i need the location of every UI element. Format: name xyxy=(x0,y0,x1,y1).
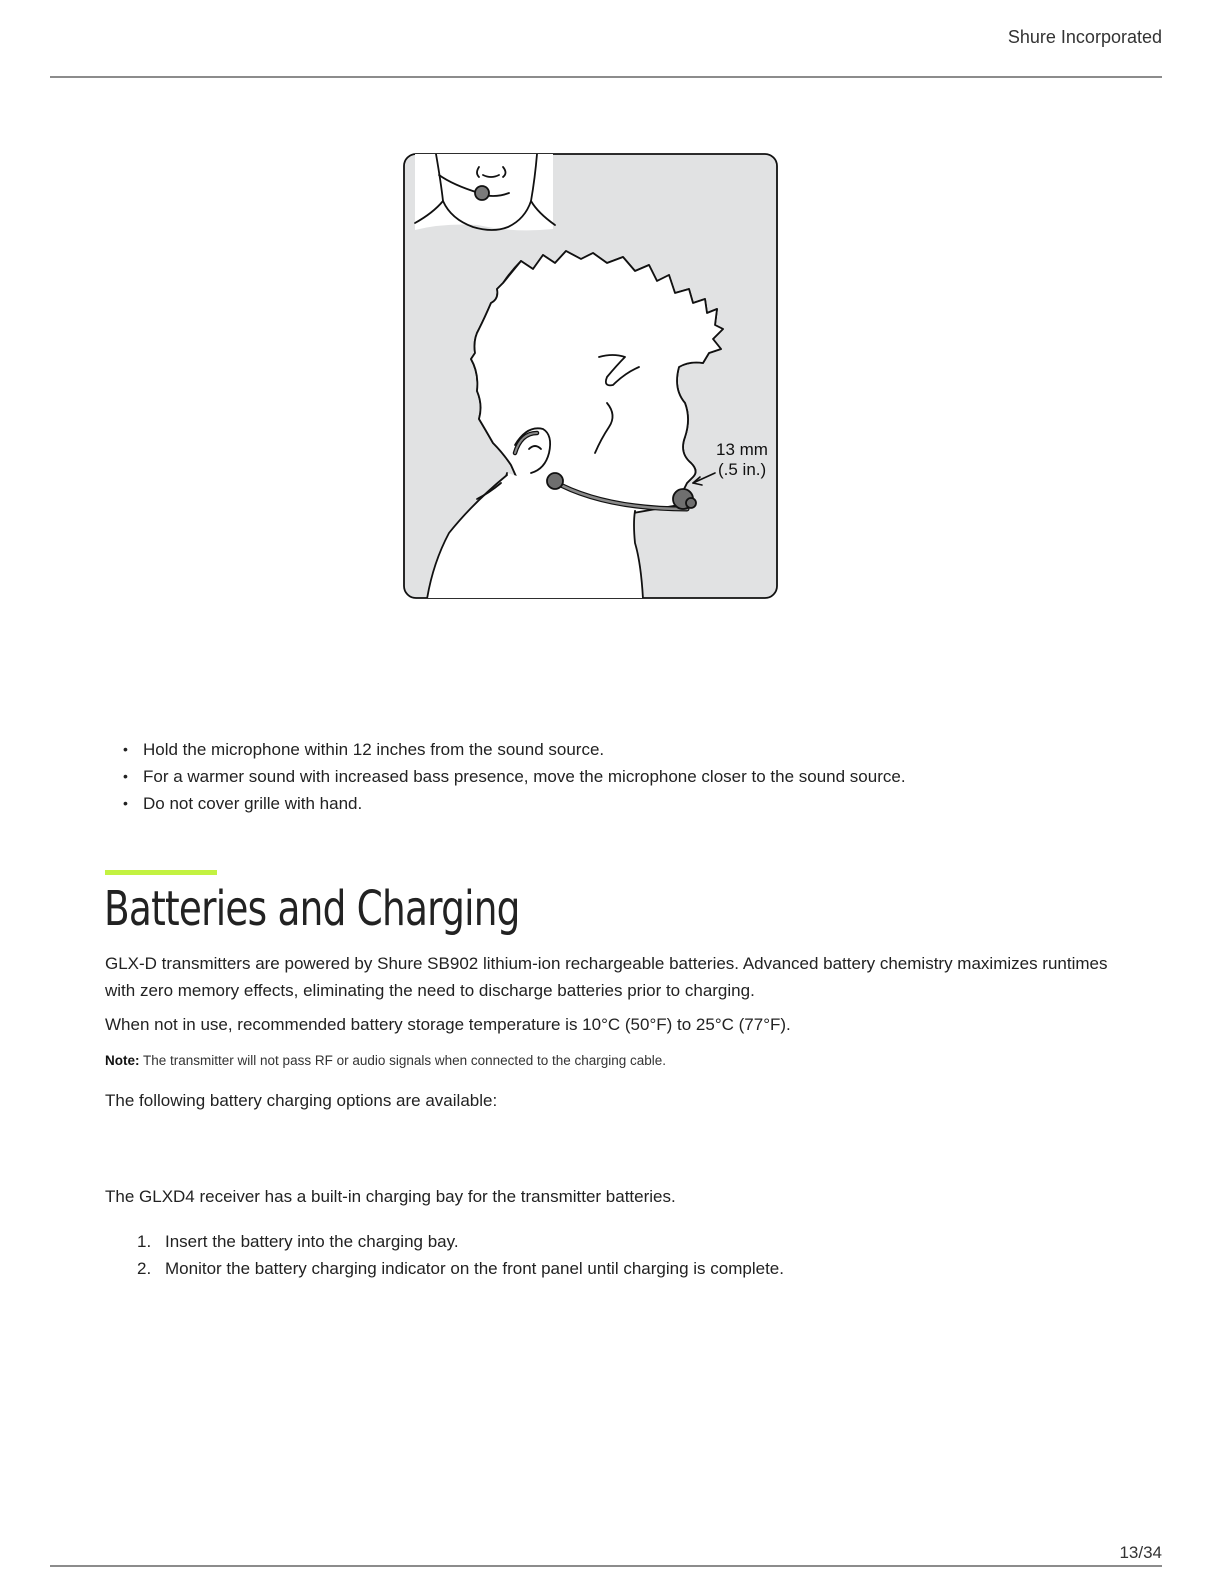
list-item: • Do not cover grille with hand. xyxy=(122,790,906,817)
footer-divider xyxy=(50,1565,1162,1567)
charging-steps-list xyxy=(137,1228,784,1282)
list-item: • Hold the microphone within 12 inches from the sound source. xyxy=(122,736,906,763)
storage-temperature-paragraph: When not in use, recommended battery storage temperature is 10°C (50°F) to 25°C (77°F). xyxy=(105,1015,791,1034)
distance-metric-label: 13 mm xyxy=(716,440,768,459)
step-text: Monitor the battery charging indicator on the front panel until charging is complete. xyxy=(165,1259,784,1278)
receiver-charging-paragraph: The GLXD4 receiver has a built-in charging bay for the transmitter batteries. xyxy=(105,1187,676,1206)
note-label: Note: xyxy=(105,1053,140,1068)
note-paragraph xyxy=(105,1052,666,1070)
headset-microphone-illustration xyxy=(403,153,778,599)
distance-imperial-label: (.5 in.) xyxy=(718,460,767,479)
section-accent-bar xyxy=(105,870,217,875)
batteries-intro-paragraph: GLX-D transmitters are powered by Shure SB902 lithium-ion rechargeable batteries. Advanced battery chemistry maximizes runtimes with zero memory effects, eliminating the need to discharge batteries prior to charging. xyxy=(105,954,1108,1000)
charging-options-intro: The following battery charging options are available: xyxy=(105,1091,498,1110)
header-divider xyxy=(50,76,1162,78)
list-item: • For a warmer sound with increased bass presence, move the microphone closer to the sound source. xyxy=(122,763,906,790)
header-company-name: Shure Incorporated xyxy=(1007,27,1162,47)
step-number: 1. xyxy=(137,1232,152,1251)
placement-tips-list xyxy=(122,736,906,817)
list-item xyxy=(137,1255,784,1282)
page-number: 13/34 xyxy=(1119,1543,1162,1562)
step-text: Insert the battery into the charging bay. xyxy=(165,1232,459,1251)
section-title: Batteries and Charging xyxy=(104,881,520,937)
note-text: The transmitter will not pass RF or audio signals when connected to the charging cable. xyxy=(143,1053,667,1068)
list-item xyxy=(137,1228,784,1255)
step-number: 2. xyxy=(137,1259,152,1278)
